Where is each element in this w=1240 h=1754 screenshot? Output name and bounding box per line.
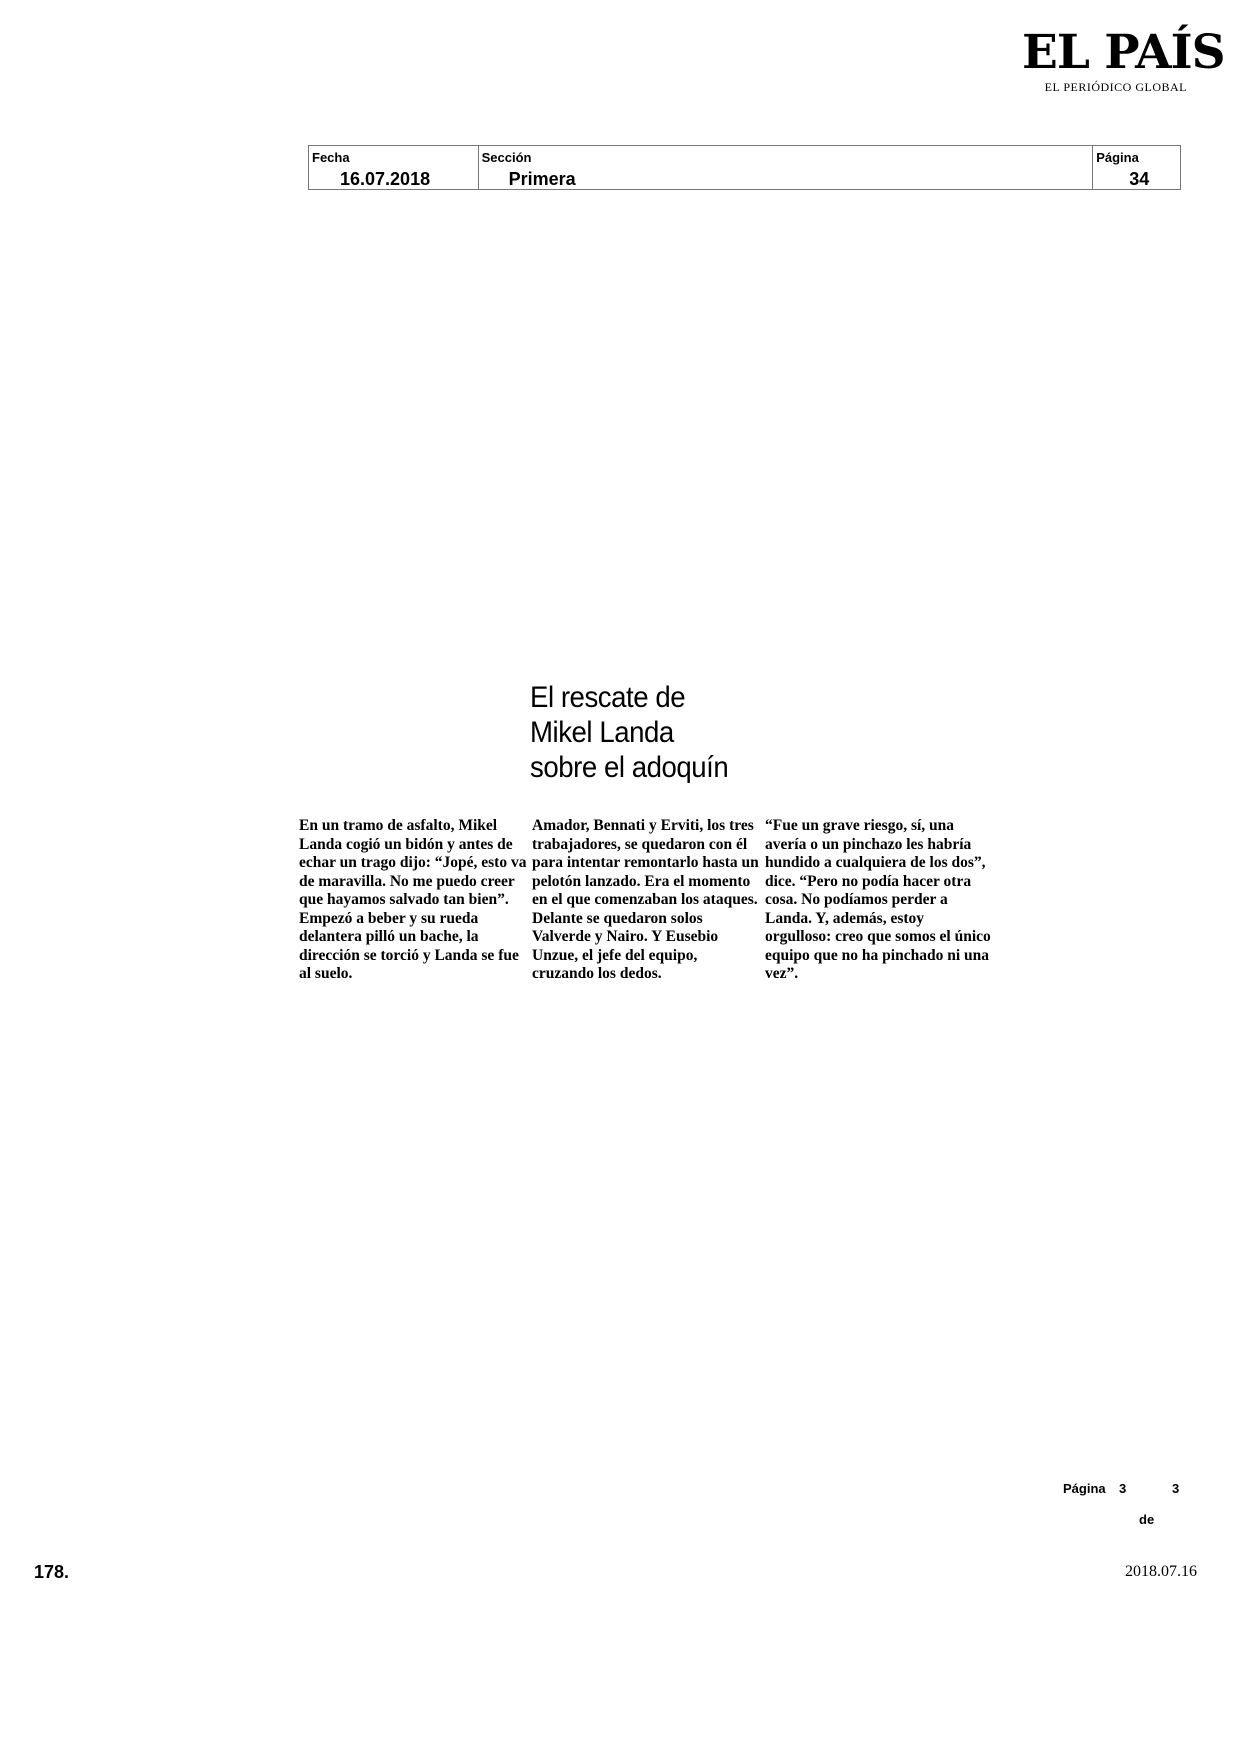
article-column-1: En un tramo de asfalto, Mikel Landa cogió un bidón y antes de echar un trago dijo: “Jopé, esto va de maravilla. No me puedo creer que hayamos salvado tan bien”. Empezó a beber y su rueda delantera pilló un bache, la dirección se torció y Landa se fue al suelo.: [299, 817, 527, 982]
article-column-2: Amador, Bennati y Erviti, los tres trabajadores, se quedaron con él para intentar remontarlo hasta un pelotón lanzado. Era el momento en el que comenzaban los ataques. Delante se quedaron solos Valverde y Nairo. Y Eusebio Unzue, el jefe del equipo, cruzando los dedos.: [532, 817, 759, 982]
page-counter-label: Página: [1063, 1481, 1106, 1496]
logo-name: EL PAÍS: [1022, 25, 1225, 80]
footer-date: 2018.07.16: [1125, 1563, 1197, 1580]
seccion-label: Sección: [481, 150, 532, 165]
fecha-label: Fecha: [312, 150, 350, 165]
metadata-table: [308, 145, 1181, 190]
fecha-value: 16.07.2018: [340, 169, 431, 189]
seccion-cell: [479, 146, 1094, 189]
article-headline: [530, 680, 769, 785]
fecha-cell: [309, 146, 479, 189]
pagina-cell: [1093, 146, 1180, 189]
article-column-3: “Fue un grave riesgo, sí, una avería o un pinchazo les habría hundido a cualquiera de los dos”, dice. “Pero no podía hacer otra cosa. No podíamos perder a Landa. Y, además, estoy orgulloso: creo que somos el único equipo que no ha pinchado ni una vez”.: [765, 817, 991, 982]
logo-tagline: EL PERIÓDICO GLOBAL: [1044, 80, 1187, 94]
seccion-value: Primera: [508, 169, 576, 189]
newspaper-logo: [1022, 25, 1225, 94]
pagina-label: Página: [1096, 150, 1139, 165]
pagina-value: 34: [1129, 169, 1150, 189]
headline-line: El rescate de: [530, 681, 686, 714]
page-counter-total: 3: [1172, 1481, 1180, 1496]
headline-line: sobre el adoquín: [530, 751, 729, 784]
page-counter-current: 3: [1119, 1481, 1127, 1496]
page-counter-separator: de: [1139, 1512, 1155, 1527]
footer-number: 178.: [34, 1562, 70, 1582]
headline-line: Mikel Landa: [530, 716, 674, 749]
